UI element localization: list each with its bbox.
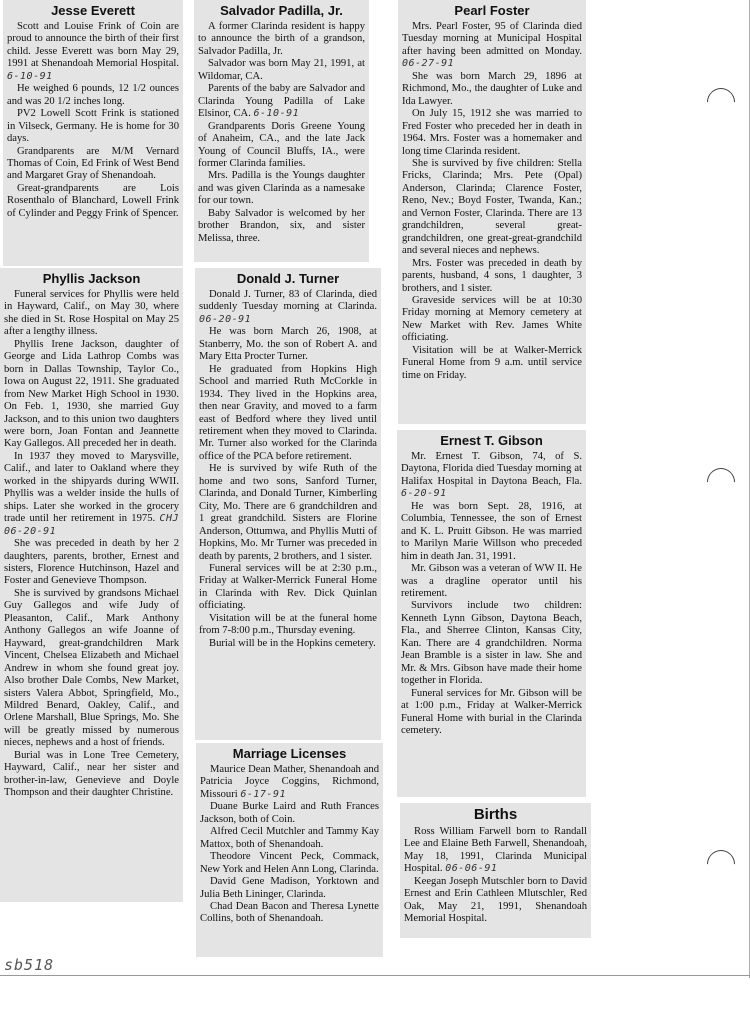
- paragraph: PV2 Lowell Scott Frink is stationed in Vilseck, Germany. He is home for 30 days.: [7, 108, 179, 145]
- paragraph: Phyllis Irene Jackson, daughter of George and Lida Lathrop Combs was born in Dallas Township, Taylor Co., Iowa on August 22, 1911. She graduated from New Market High School in 1930. On Feb. 1, 1930, she married Guy Jackson, and to this union two daughters were born, Joan Fontan and Jeannette Kay Gallegos. All preceded her in death.: [4, 338, 179, 450]
- paragraph: Mrs. Pearl Foster, 95 of Clarinda died Tuesday morning at Municipal Hospital after having been admitted on Monday. 06-27-91: [402, 21, 582, 70]
- handwritten-date: 06-06-91: [445, 863, 498, 875]
- clipping-title: Ernest T. Gibson: [440, 433, 543, 448]
- paragraph: Burial will be in the Hopkins cemetery.: [209, 637, 376, 649]
- clipping-title: Births: [473, 806, 518, 823]
- paragraph: Graveside services will be at 10:30 Friday morning at Memory cemetery at New Market with Rev. James White officiating.: [402, 294, 582, 344]
- handwritten-date: 06-27-91: [402, 58, 455, 70]
- clipping-title: Jesse Everett: [51, 3, 135, 18]
- clipping-title: Phyllis Jackson: [42, 271, 141, 286]
- paragraph: Funeral services will be at 2:30 p.m., Friday at Walker-Merrick Funeral Home in Clarinda with Rev. Dick Quinlan officiating.: [199, 562, 377, 612]
- binder-hole: [701, 462, 741, 502]
- clipping-ernest-gibson: [397, 430, 586, 797]
- paragraph: Parents of the baby are Salvador and Clarinda Young Padilla of Lake Elsinor, CA. 6-10-91: [198, 83, 365, 120]
- paragraph: Keegan Joseph Mutschler born to David Ernest and Erin Cathleen Mlutschler, Red Oak, May 21, 1991, Shenandoah Memorial Hospital.: [404, 875, 587, 925]
- paragraph: Baby Salvador is welcomed by her brother Brandon, six, and sister Melissa, three.: [198, 207, 365, 244]
- paragraph: Chad Dean Bacon and Theresa Lynette Collins, both of Shenandoah.: [200, 900, 379, 925]
- clipping-title: Donald J. Turner: [236, 271, 340, 286]
- handwritten-date: 6-10-91: [7, 70, 53, 82]
- paragraph: Grandparents are M/M Vernard Thomas of Coin, Ed Frink of West Bend and Margaret Gray of Shenandoah.: [7, 145, 179, 182]
- paragraph: Scott and Louise Frink of Coin are proud to announce the birth of their first child. Jesse Everett was born May 29, 1991 at Shenandoah Memorial Hospital. 6-10-91: [7, 21, 179, 82]
- paragraph: Mr. Ernest T. Gibson, 74, of S. Daytona, Florida died Tuesday morning at Halifax Hospital in Daytona Beach, Fla. 6-20-91: [401, 451, 582, 500]
- clipping-marriage-licenses: [196, 743, 383, 957]
- paragraph: Grandparents Doris Greene Young of Anaheim, CA., and the late Jack Young of Council Bluffs, IA., were former Clarinda families.: [198, 120, 365, 169]
- paragraph: Mrs. Padilla is the Youngs daughter and was given Clarinda as a namesake for our town.: [198, 170, 365, 207]
- paragraph: Ross William Farwell born to Randall Lee and Elaine Beth Farwell, Shenandoah, May 18, 1991, Clarinda Municipal Hospital. 06-06-91: [404, 826, 587, 875]
- handwritten-date: 6-17-91: [240, 788, 286, 800]
- paragraph: Great-grandparents are Lois Rosenthalo of Blanchard, Lowell Frink of Cylinder and Peggy Frink of Spencer.: [7, 182, 179, 219]
- page-bottom-edge: [0, 975, 750, 976]
- clipping-salvador-padilla: [194, 0, 369, 262]
- paragraph: He weighed 6 pounds, 12 1/2 ounces and was 20 1/2 inches long.: [7, 83, 179, 107]
- paragraph: He was born March 26, 1908, at Stanberry, Mo. the son of Robert A. and Mary Etta Procter Turner.: [199, 326, 377, 363]
- paragraph: He is survived by wife Ruth of the home and two sons, Sanford Turner, Clarinda, and Donald Turner, Kimberling City, Mo. There are 6 grandchildren and 1 great grandchild. Sisters are Florine Anderson, Ottumwa, and Phyllis Mutti of Hopkins, Mo. Mr Turner was preceded in death by parents, 2 brothers, and 1 sister.: [199, 463, 377, 562]
- handwritten-date: CHJ 06-20-91: [4, 513, 179, 537]
- paragraph: Survivors include two children: Kenneth Lynn Gibson, Daytona Beach, Fla., and Sherree Clinton, Kansas City, Kan. There are 4 grandchildren. Norma Jean Bramble is a sister in law. She and Mr. & Mrs. Gibson have made their home together in Florida.: [401, 600, 582, 687]
- paragraph: In 1937 they moved to Marysville, Calif., and later to Oakland where they worked in the shipyards during WWII. Phyllis was a welder inside the hulls of ships. Later she worked in the grocery trade until her retirement in 1975. CHJ 06-20-91: [4, 450, 179, 537]
- paragraph: Alfred Cecil Mutchler and Tammy Kay Mattox, both of Shenandoah.: [200, 826, 379, 850]
- paragraph: She was preceded in death by her 2 daughters, parents, brother, Ernest and sisters, Florence Hutchinson, Hazel and Foster and Genevieve Thompson.: [4, 538, 179, 587]
- paragraph: She was born March 29, 1896 at Richmond, Mo., the daughter of Luke and Ida Lawyer.: [402, 70, 582, 107]
- paragraph: Salvador was born May 21, 1991, at Wildomar, CA.: [198, 58, 365, 82]
- paragraph: Duane Burke Laird and Ruth Frances Jackson, both of Coin.: [200, 801, 379, 825]
- paragraph: He was born Sept. 28, 1916, at Columbia, Tennessee, the son of Ernest and K. L. Pruitt Gibson. He was married to Marilyn Marie Willson who preceded him in death Jan. 31, 1991.: [401, 500, 582, 562]
- clipping-phyllis-jackson: [0, 268, 183, 902]
- clipping-donald-turner: [195, 268, 381, 740]
- paragraph: She is survived by five children: Stella Fricks, Clarinda; Mrs. Pete (Opal) Anderson, Clarinda; Clarence Foster, Reno, Nev.; Boyd Foster, Twanda, Kan.; and Vernon Foster, Clarinda. There are 13 grandchildren, several great-grandchildren, one great-great-grandchild and several nieces and nephews.: [402, 157, 582, 257]
- paragraph: Mrs. Foster was preceded in death by parents, husband, 4 sons, 1 daughter, 3 brothers, and 1 sister.: [402, 257, 582, 294]
- clipping-births: [400, 803, 591, 938]
- paragraph: Funeral services for Mr. Gibson will be at 1:00 p.m., Friday at Walker-Merrick Funeral Home with burial in the Clarinda cemetery.: [401, 687, 582, 736]
- paragraph: He graduated from Hopkins High School and married Ruth McCorkle in 1934. They lived in the Hopkins area, then near Gravity, and moved to a farm east of Bedford where they lived until retirement when they moved to Clarinda. Mr. Turner also worked for the Clarinda office of the PCA before retirement.: [199, 363, 377, 462]
- handwritten-date: 06-20-91: [199, 313, 252, 325]
- binder-hole: [701, 844, 741, 884]
- handwritten-date: 6-10-91: [253, 108, 300, 120]
- paragraph: Donald J. Turner, 83 of Clarinda, died suddenly Tuesday morning at Clarinda. 06-20-91: [199, 289, 377, 325]
- paragraph: On July 15, 1912 she was married to Fred Foster who preceded her in death in 1964. Mrs. Foster was a homemaker and long time Clarinda resident.: [402, 108, 582, 157]
- handwritten-date: 6-20-91: [401, 488, 447, 500]
- paragraph: Visitation will be at Walker-Merrick Funeral Home from 9 a.m. until service time on Friday.: [402, 344, 582, 381]
- clipping-title: Pearl Foster: [454, 3, 530, 18]
- clipping-pearl-foster: [398, 0, 586, 424]
- clipping-title: Salvador Padilla, Jr.: [220, 3, 343, 18]
- paragraph: Visitation will be at the funeral home from 7-8:00 p.m., Thursday evening.: [199, 612, 377, 637]
- clipping-title: Marriage Licenses: [232, 746, 347, 761]
- paragraph: Burial was in Lone Tree Cemetery, Hayward, Calif., near her sister and brother-in-law, Genevieve and Doyle Thompson and their daughter Christine.: [4, 749, 179, 799]
- binder-hole: [701, 82, 741, 122]
- paragraph: Theodore Vincent Peck, Commack, New York and Helen Ann Long, Clarinda.: [200, 851, 379, 875]
- paragraph: Mr. Gibson was a veteran of WW II. He was a dragline operator until his retirement.: [401, 563, 582, 599]
- paragraph: A former Clarinda resident is happy to announce the birth of a grandson, Salvador Padilla, Jr.: [198, 21, 365, 57]
- paragraph: Maurice Dean Mather, Shenandoah and Patricia Joyce Coggins, Richmond, Missouri 6-17-91: [200, 764, 379, 800]
- paragraph: David Gene Madison, Yorktown and Julia Beth Lininger, Clarinda.: [200, 876, 379, 900]
- clipping-jesse-everett: [3, 0, 183, 266]
- paragraph: She is survived by grandsons Michael Guy Gallegos and wife Judy of Pleasanton, Calif., Mark Anthony Anthony Gallegos an wife Joanne of Hayward, great-grandchildren Mark Vincent, Chelsea Elizabeth and Michael Andrew in whom she found great joy. Also brother Dale Combs, New Market, sisters Valera Abbot, Springfield, Mo., Mildred Benard, Oakley, Calif., and Orlene Marshall, Blue Springs, Mo. She will be greatly missed by numerous nieces, nephews and a host of friends.: [4, 587, 179, 749]
- page-mark: sb518: [4, 956, 55, 974]
- paragraph: Funeral services for Phyllis were held in Hayward, Calif., on May 30, where she died in St. Rose Hospital on May 25 after a lengthy illness.: [4, 289, 179, 338]
